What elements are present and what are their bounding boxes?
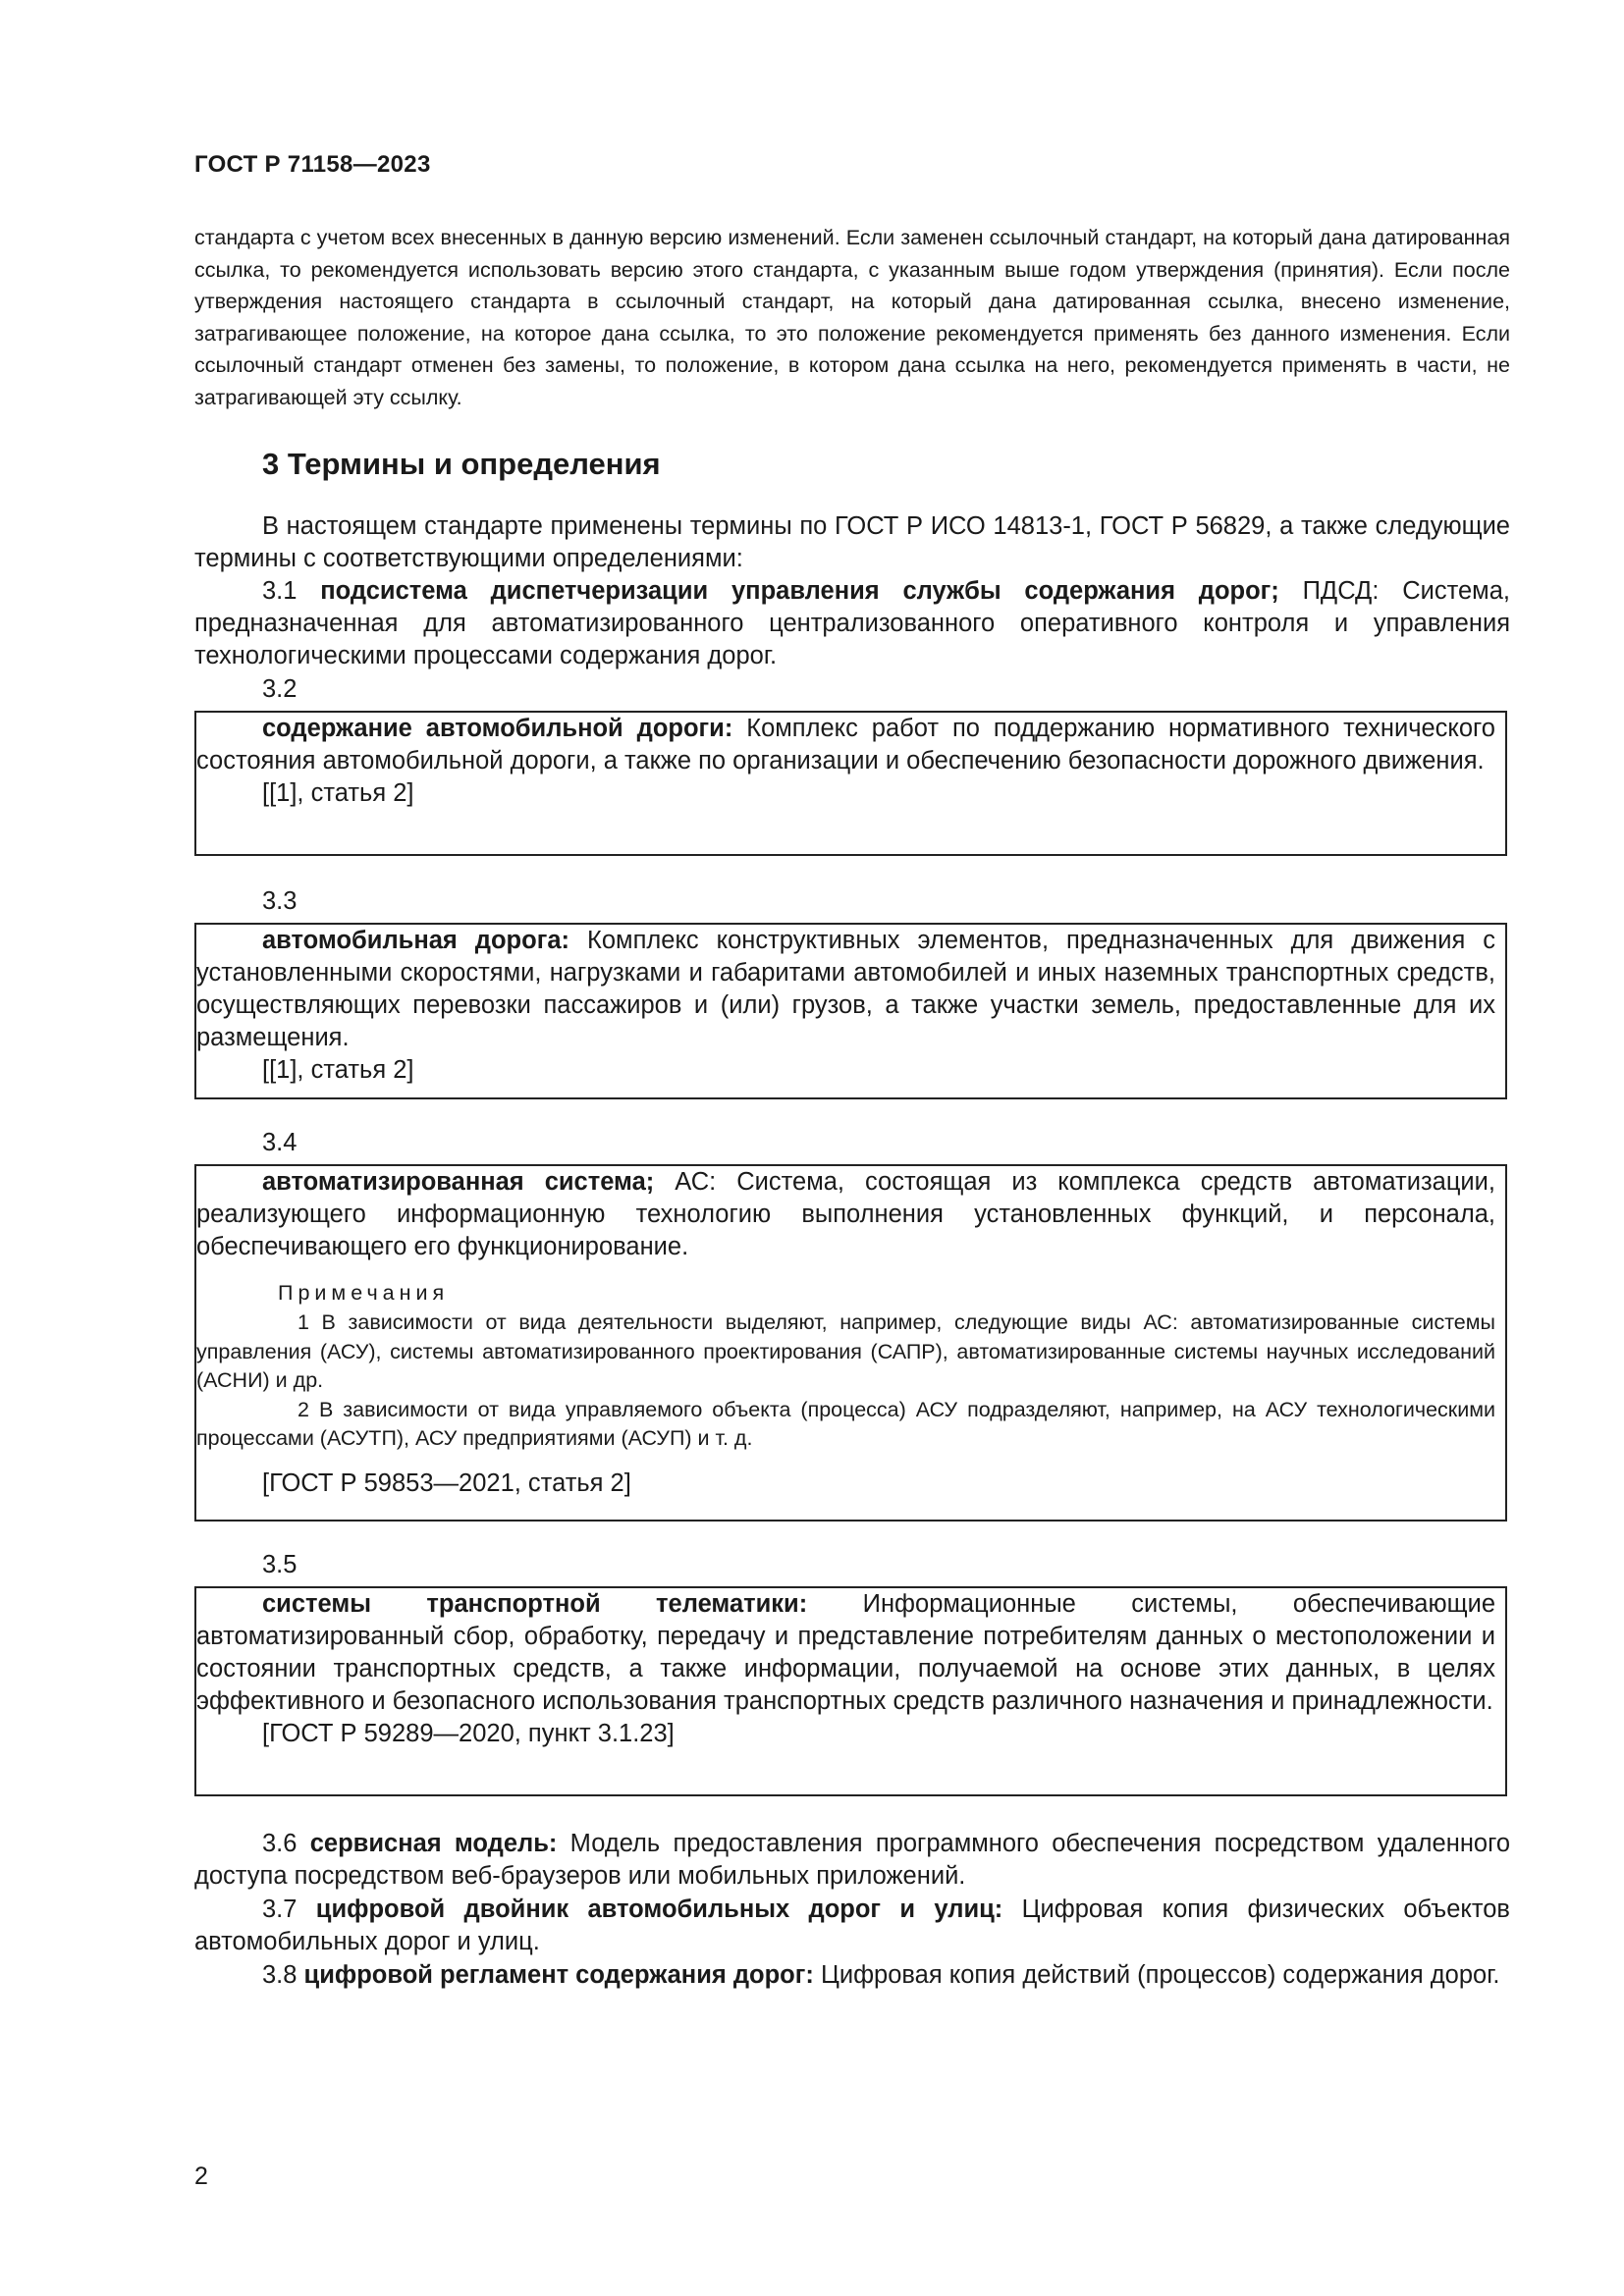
note-2: [196, 1396, 1495, 1454]
term-3-8: [194, 1959, 1510, 1992]
term-3-2: [196, 713, 1495, 777]
term-number-3-4: 3.4: [262, 1129, 298, 1156]
term-definition: Цифровая копия действий (процессов) содержания дорог.: [813, 1961, 1500, 1989]
term-source: [ГОСТ Р 59289—2020, пункт 3.1.23]: [262, 1720, 675, 1747]
term-number: 3.8: [262, 1961, 298, 1989]
term-name: цифровой регламент содержания дорог:: [303, 1961, 814, 1989]
term-box-3-3: [194, 923, 1507, 1099]
term-source: [[1], статья 2]: [262, 1056, 414, 1084]
note-1-text: 1 В зависимости от вида деятельности выделяют, например, следующие виды АС: автоматизированные системы управления (АСУ), системы автоматизированного проектирования (САПР), автоматизированные системы научных исследований (АСНИ) и др.: [196, 1310, 1495, 1392]
term-number-3-2: 3.2: [262, 675, 298, 703]
term-number: 3.6: [262, 1830, 298, 1857]
term-definition: Информационные системы, обеспечивающие автоматизированный сбор, обработку, передачу и представление потребителям данных о местоположении и состоянии транспортных средств, а также информации, получаемой на основе этих данных, в целях эффективного и безопасного использования транспортных средств различного назначения и принадлежности.: [196, 1590, 1495, 1715]
section-title: 3 Термины и определения: [262, 447, 661, 481]
term-3-7: [194, 1894, 1510, 1958]
term-definition: Комплекс конструктивных элементов, предназначенных для движения с установленными скоростями, нагрузками и габаритами автомобилей и иных наземных транспортных средств, осуществляющих перевозки пассажиров и (или) грузов, а также участки земель, предоставленные для их размещения.: [196, 927, 1496, 1051]
term-source: [ГОСТ Р 59853—2021, статья 2]: [262, 1468, 631, 1497]
term-name: подсистема диспетчеризации управления службы содержания дорог;: [320, 577, 1279, 605]
term-definition: АС: Система, состоящая из комплекса средств автоматизации, реализующего информационную технологию выполнения установленных функций, и персонала, обеспечивающего его функционирование.: [196, 1168, 1495, 1260]
lead-text: В настоящем стандарте применены термины по ГОСТ Р ИСО 14813-1, ГОСТ Р 56829, а также следующие термины с соответствующими определениями:: [194, 512, 1510, 572]
term-3-3: [196, 925, 1495, 1054]
term-number-3-5: 3.5: [262, 1551, 298, 1578]
document-header: ГОСТ Р 71158—2023: [194, 151, 431, 178]
term-definition: Комплекс работ по поддержанию нормативного технического состояния автомобильной дороги, а также по организации и обеспечению безопасности дорожного движения.: [196, 715, 1495, 774]
term-box-3-5: [194, 1586, 1507, 1796]
term-definition: Цифровая копия физических объектов автомобильных дорог и улиц.: [194, 1896, 1510, 1955]
term-3-4: [196, 1166, 1495, 1263]
term-name: цифровой двойник автомобильных дорог и улиц:: [315, 1896, 1003, 1923]
term-definition: ПДСД: Система, предназначенная для автоматизированного централизованного оперативного контроля и управления технологическими процессами содержания дорог.: [194, 577, 1510, 669]
term-3-1: [194, 575, 1510, 672]
term-number-3-3: 3.3: [262, 887, 298, 915]
term-name: автомобильная дорога:: [262, 927, 570, 954]
term-box-3-2: [194, 711, 1507, 856]
notes-heading: Примечания: [278, 1281, 450, 1305]
page-number: 2: [194, 2163, 208, 2190]
note-1: [196, 1308, 1495, 1396]
term-name: содержание автомобильной дороги:: [262, 715, 733, 742]
term-name: сервисная модель:: [309, 1830, 558, 1857]
term-source: [[1], статья 2]: [262, 779, 414, 807]
term-definition: Модель предоставления программного обеспечения посредством удаленного доступа посредством веб-браузеров или мобильных приложений.: [194, 1830, 1511, 1890]
term-box-3-4: [194, 1164, 1507, 1522]
term-3-6: [194, 1828, 1510, 1893]
term-name: системы транспортной телематики:: [262, 1590, 808, 1618]
lead-paragraph: [194, 510, 1510, 575]
term-3-5: [196, 1588, 1495, 1718]
term-number: 3.1: [262, 577, 298, 605]
note-2-text: 2 В зависимости от вида управляемого объекта (процесса) АСУ подразделяют, например, на АСУ технологическими процессами (АСУТП), АСУ предприятиями (АСУП) и т. д.: [196, 1397, 1495, 1450]
term-name: автоматизированная система;: [262, 1168, 655, 1196]
term-number: 3.7: [262, 1896, 298, 1923]
intro-paragraph: стандарта с учетом всех внесенных в данную версию изменений. Если заменен ссылочный стандарт, на который дана датированная ссылка, то рекомендуется использовать версию этого стандарта, с указанным выше годом утверждения (принятия). Если после утверждения настоящего стандарта в ссылочный стандарт, на который дана датированная ссылка, внесено изменение, затрагивающее положение, на которое дана ссылка, то это положение рекомендуется применять без данного изменения. Если ссылочный стандарт отменен без замены, то положение, в котором дана ссылка на него, рекомендуется применять в части, не затрагивающей эту ссылку.: [194, 226, 1510, 409]
